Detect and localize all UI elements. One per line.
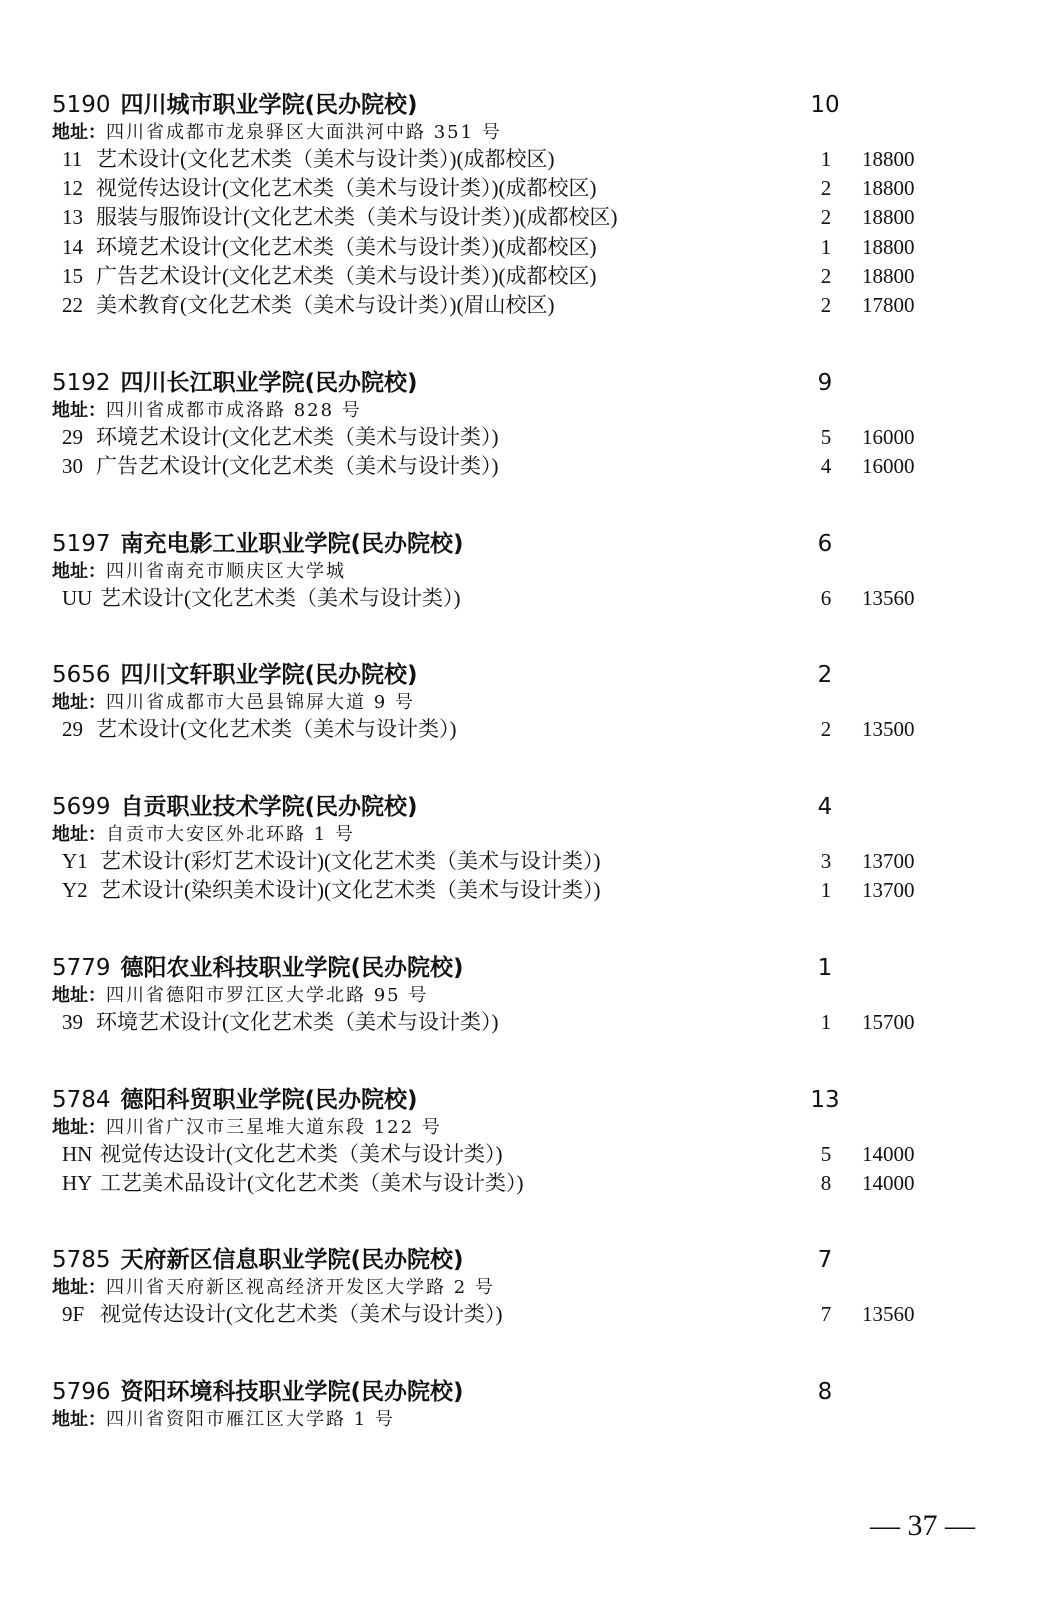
program-quota: 4 bbox=[820, 454, 832, 479]
school-address bbox=[52, 1275, 495, 1301]
program-row bbox=[0, 876, 1063, 905]
program-code: 22 bbox=[62, 293, 83, 317]
school-address bbox=[52, 1115, 442, 1141]
school-total-quota: 10 bbox=[810, 92, 840, 118]
program-name: 视觉传达设计(文化艺术类（美术与设计类）) bbox=[100, 1302, 503, 1326]
program-code: 13 bbox=[62, 205, 83, 230]
school-name: 南充电影工业职业学院(民办院校) bbox=[120, 531, 464, 557]
program-quota: 8 bbox=[820, 1171, 832, 1196]
school-address bbox=[52, 690, 415, 716]
school-address bbox=[52, 983, 428, 1009]
program-row bbox=[0, 233, 1063, 262]
program-tuition: 18800 bbox=[862, 205, 915, 230]
program-quota: 1 bbox=[820, 234, 832, 259]
program-code: UU bbox=[62, 586, 93, 610]
school-address bbox=[52, 1407, 395, 1433]
school-heading bbox=[52, 368, 418, 398]
program-tuition: 13560 bbox=[862, 586, 915, 610]
school-total-quota: 7 bbox=[817, 1247, 833, 1273]
program-tuition: 16000 bbox=[862, 454, 915, 479]
school-heading bbox=[52, 953, 464, 983]
school-name: 德阳农业科技职业学院(民办院校) bbox=[120, 955, 464, 981]
address-label: 地址： bbox=[52, 1409, 106, 1430]
school-heading bbox=[52, 660, 418, 690]
program-code: Y2 bbox=[62, 878, 88, 903]
school-name: 自贡职业技术学院(民办院校) bbox=[120, 794, 418, 820]
program-quota: 3 bbox=[820, 849, 832, 873]
address-text: 四川省德阳市罗江区大学北路 95 号 bbox=[106, 985, 429, 1006]
school-total-quota: 1 bbox=[817, 955, 833, 981]
program-quota: 2 bbox=[820, 717, 832, 741]
program-row bbox=[0, 452, 1063, 481]
address-text: 四川省成都市大邑县锦屏大道 9 号 bbox=[106, 692, 415, 713]
program-name: 艺术设计(文化艺术类（美术与设计类）)(成都校区) bbox=[96, 147, 555, 171]
program-tuition: 13700 bbox=[862, 878, 915, 903]
school-total-quota: 9 bbox=[817, 370, 833, 396]
program-name: 环境艺术设计(文化艺术类（美术与设计类）) bbox=[96, 425, 499, 449]
program-name: 艺术设计(彩灯艺术设计)(文化艺术类（美术与设计类）) bbox=[100, 849, 601, 873]
program-tuition: 13500 bbox=[862, 717, 915, 741]
school-heading bbox=[52, 1245, 464, 1275]
program-code: HN bbox=[62, 1142, 93, 1166]
address-label: 地址： bbox=[52, 985, 106, 1006]
address-label: 地址： bbox=[52, 824, 106, 845]
program-name: 环境艺术设计(文化艺术类（美术与设计类）)(成都校区) bbox=[96, 234, 597, 259]
program-tuition: 14000 bbox=[862, 1171, 915, 1196]
school-name: 资阳环境科技职业学院(民办院校) bbox=[120, 1379, 464, 1405]
program-name: 美术教育(文化艺术类（美术与设计类）)(眉山校区) bbox=[96, 293, 555, 317]
school-name: 四川长江职业学院(民办院校) bbox=[120, 370, 418, 396]
program-name: 视觉传达设计(文化艺术类（美术与设计类）)(成都校区) bbox=[96, 176, 597, 201]
program-tuition: 18800 bbox=[862, 263, 915, 288]
program-row bbox=[0, 423, 1063, 452]
address-text: 四川省广汉市三星堆大道东段 122 号 bbox=[106, 1117, 442, 1138]
school-heading bbox=[52, 90, 418, 120]
school-address bbox=[52, 822, 355, 848]
program-tuition: 17800 bbox=[862, 293, 915, 317]
address-text: 四川省资阳市雁江区大学路 1 号 bbox=[106, 1409, 395, 1430]
school-total-quota: 2 bbox=[817, 662, 833, 688]
program-tuition: 18800 bbox=[862, 176, 915, 201]
program-tuition: 18800 bbox=[862, 234, 915, 259]
address-text: 四川省天府新区视高经济开发区大学路 2 号 bbox=[106, 1277, 495, 1298]
program-code: 29 bbox=[62, 717, 83, 741]
program-tuition: 13560 bbox=[862, 1302, 915, 1326]
program-quota: 1 bbox=[820, 147, 832, 171]
program-quota: 5 bbox=[820, 425, 832, 449]
program-name: 艺术设计(染织美术设计)(文化艺术类（美术与设计类）) bbox=[100, 878, 601, 903]
school-total-quota: 13 bbox=[810, 1087, 840, 1113]
program-name: 艺术设计(文化艺术类（美术与设计类）) bbox=[96, 717, 457, 741]
program-row bbox=[0, 291, 1063, 320]
address-text: 四川省南充市顺庆区大学城 bbox=[106, 561, 346, 582]
program-row bbox=[0, 584, 1063, 613]
address-label: 地址： bbox=[52, 692, 106, 713]
school-total-quota: 4 bbox=[817, 794, 833, 820]
address-text: 四川省成都市成洛路 828 号 bbox=[106, 400, 362, 421]
program-row bbox=[0, 262, 1063, 291]
program-row bbox=[0, 1140, 1063, 1169]
program-name: 环境艺术设计(文化艺术类（美术与设计类）) bbox=[96, 1010, 499, 1034]
school-name: 四川文轩职业学院(民办院校) bbox=[120, 662, 418, 688]
school-code: 5197 bbox=[52, 531, 111, 557]
school-address bbox=[52, 120, 502, 146]
address-label: 地址： bbox=[52, 1117, 106, 1138]
program-row bbox=[0, 203, 1063, 232]
program-code: 11 bbox=[62, 147, 83, 171]
address-label: 地址： bbox=[52, 561, 106, 582]
program-tuition: 13700 bbox=[862, 849, 915, 873]
program-row bbox=[0, 1008, 1063, 1037]
program-quota: 2 bbox=[820, 205, 832, 230]
school-code: 5796 bbox=[52, 1379, 111, 1405]
school-heading bbox=[52, 1085, 418, 1115]
program-quota: 2 bbox=[820, 176, 832, 201]
school-total-quota: 8 bbox=[817, 1379, 833, 1405]
school-code: 5779 bbox=[52, 955, 111, 981]
address-text: 自贡市大安区外北环路 1 号 bbox=[106, 824, 355, 845]
school-code: 5192 bbox=[52, 370, 111, 396]
program-tuition: 15700 bbox=[862, 1010, 915, 1034]
program-code: 14 bbox=[62, 234, 83, 259]
address-label: 地址： bbox=[52, 122, 106, 143]
program-code: 9F bbox=[62, 1302, 85, 1326]
school-name: 四川城市职业学院(民办院校) bbox=[120, 92, 418, 118]
program-code: Y1 bbox=[62, 849, 88, 873]
program-row bbox=[0, 715, 1063, 744]
school-address bbox=[52, 559, 346, 585]
address-label: 地址： bbox=[52, 1277, 106, 1298]
program-tuition: 16000 bbox=[862, 425, 915, 449]
program-code: 12 bbox=[62, 176, 83, 201]
program-quota: 7 bbox=[820, 1302, 832, 1326]
school-heading bbox=[52, 1377, 464, 1407]
school-code: 5699 bbox=[52, 794, 111, 820]
program-quota: 2 bbox=[820, 293, 832, 317]
program-name: 工艺美术品设计(文化艺术类（美术与设计类）) bbox=[100, 1171, 524, 1196]
school-total-quota: 6 bbox=[817, 531, 833, 557]
program-tuition: 14000 bbox=[862, 1142, 915, 1166]
program-name: 视觉传达设计(文化艺术类（美术与设计类）) bbox=[100, 1142, 503, 1166]
school-code: 5784 bbox=[52, 1087, 111, 1113]
program-row bbox=[0, 174, 1063, 203]
school-name: 德阳科贸职业学院(民办院校) bbox=[120, 1087, 418, 1113]
program-name: 广告艺术设计(文化艺术类（美术与设计类）) bbox=[96, 454, 499, 479]
program-code: 39 bbox=[62, 1010, 83, 1034]
school-code: 5785 bbox=[52, 1247, 111, 1273]
program-name: 艺术设计(文化艺术类（美术与设计类）) bbox=[100, 586, 461, 610]
program-row bbox=[0, 145, 1063, 174]
program-quota: 1 bbox=[820, 1010, 832, 1034]
program-name: 广告艺术设计(文化艺术类（美术与设计类）)(成都校区) bbox=[96, 263, 597, 288]
program-code: 29 bbox=[62, 425, 83, 449]
program-code: HY bbox=[62, 1171, 93, 1196]
program-row bbox=[0, 847, 1063, 876]
program-code: 15 bbox=[62, 263, 83, 288]
address-label: 地址： bbox=[52, 400, 106, 421]
school-code: 5190 bbox=[52, 92, 111, 118]
school-code: 5656 bbox=[52, 662, 111, 688]
page-number: — 37 — bbox=[870, 1509, 975, 1542]
program-quota: 5 bbox=[820, 1142, 832, 1166]
program-code: 30 bbox=[62, 454, 83, 479]
program-name: 服装与服饰设计(文化艺术类（美术与设计类）)(成都校区) bbox=[96, 205, 618, 230]
school-heading bbox=[52, 792, 418, 822]
school-heading bbox=[52, 529, 464, 559]
program-row bbox=[0, 1169, 1063, 1198]
address-text: 四川省成都市龙泉驿区大面洪河中路 351 号 bbox=[106, 122, 502, 143]
program-tuition: 18800 bbox=[862, 147, 915, 171]
program-row bbox=[0, 1300, 1063, 1329]
school-address bbox=[52, 398, 362, 424]
school-name: 天府新区信息职业学院(民办院校) bbox=[120, 1247, 464, 1273]
program-quota: 1 bbox=[820, 878, 832, 903]
program-quota: 6 bbox=[820, 586, 832, 610]
program-quota: 2 bbox=[820, 263, 832, 288]
